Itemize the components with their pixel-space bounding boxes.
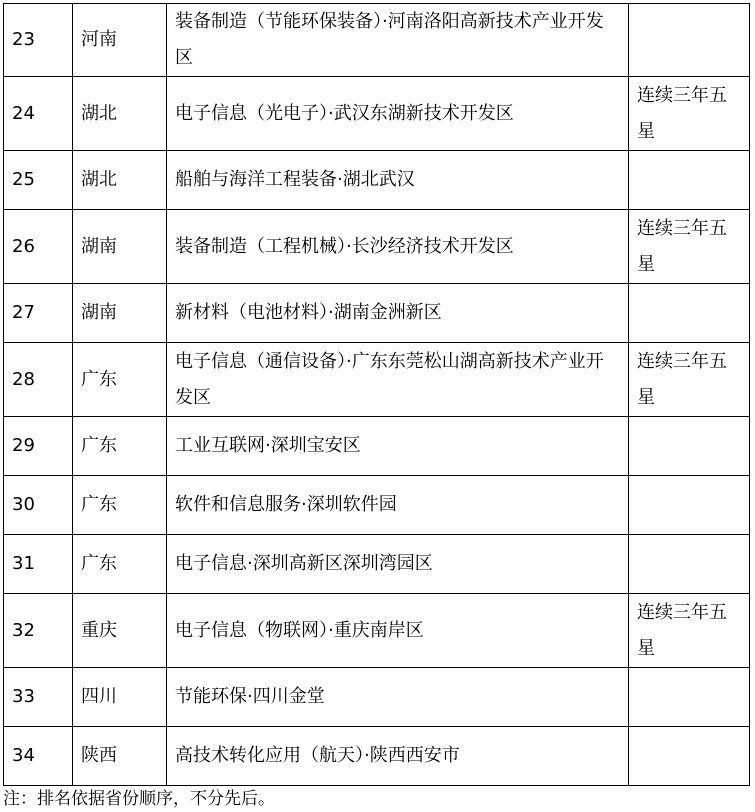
table-row	[4, 210, 750, 284]
table-row	[4, 77, 750, 151]
row-province: 广东	[73, 417, 167, 476]
table-row	[4, 151, 750, 210]
row-province: 湖北	[73, 151, 167, 210]
row-province: 四川	[73, 668, 167, 727]
row-cluster-name: 装备制造（节能环保装备）·河南洛阳高新技术产业开发区	[167, 4, 629, 77]
row-cluster-name: 电子信息（通信设备）·广东东莞松山湖高新技术产业开发区	[167, 343, 629, 417]
row-remark: 连续三年五星	[629, 594, 750, 668]
row-cluster-name: 工业互联网·深圳宝安区	[167, 417, 629, 476]
row-number: 28	[4, 343, 73, 417]
row-cluster-name: 高技术转化应用（航天）·陕西西安市	[167, 727, 629, 786]
row-cluster-name: 电子信息（物联网）·重庆南岸区	[167, 594, 629, 668]
row-remark: 连续三年五星	[629, 343, 750, 417]
row-number: 25	[4, 151, 73, 210]
row-province: 重庆	[73, 594, 167, 668]
row-cluster-name: 船舶与海洋工程装备·湖北武汉	[167, 151, 629, 210]
row-number: 24	[4, 77, 73, 151]
row-cluster-name: 软件和信息服务·深圳软件园	[167, 476, 629, 535]
row-province: 湖北	[73, 77, 167, 151]
row-cluster-name: 电子信息·深圳高新区深圳湾园区	[167, 535, 629, 594]
row-number: 27	[4, 284, 73, 343]
row-remark	[629, 151, 750, 210]
row-number: 29	[4, 417, 73, 476]
table-row	[4, 594, 750, 668]
table-row	[4, 727, 750, 786]
row-cluster-name: 电子信息（光电子）·武汉东湖新技术开发区	[167, 77, 629, 151]
row-remark	[629, 284, 750, 343]
row-remark	[629, 727, 750, 786]
row-remark	[629, 4, 750, 77]
row-remark: 连续三年五星	[629, 77, 750, 151]
cluster-table	[3, 3, 750, 786]
row-remark	[629, 668, 750, 727]
row-number: 26	[4, 210, 73, 284]
row-number: 30	[4, 476, 73, 535]
row-province: 广东	[73, 343, 167, 417]
row-province: 陕西	[73, 727, 167, 786]
table-row	[4, 343, 750, 417]
row-number: 23	[4, 4, 73, 77]
row-cluster-name: 新材料（电池材料）·湖南金洲新区	[167, 284, 629, 343]
row-number: 34	[4, 727, 73, 786]
row-number: 32	[4, 594, 73, 668]
row-remark: 连续三年五星	[629, 210, 750, 284]
table-row	[4, 417, 750, 476]
footnote: 注：排名依据省份顺序，不分先后。	[3, 789, 275, 809]
row-cluster-name: 节能环保·四川金堂	[167, 668, 629, 727]
row-province: 广东	[73, 476, 167, 535]
table-row	[4, 4, 750, 77]
row-number: 31	[4, 535, 73, 594]
row-cluster-name: 装备制造（工程机械）·长沙经济技术开发区	[167, 210, 629, 284]
table-row	[4, 535, 750, 594]
row-remark	[629, 417, 750, 476]
row-remark	[629, 476, 750, 535]
table-row	[4, 668, 750, 727]
table-row	[4, 284, 750, 343]
row-province: 湖南	[73, 210, 167, 284]
row-province: 湖南	[73, 284, 167, 343]
table-row	[4, 476, 750, 535]
row-remark	[629, 535, 750, 594]
row-province: 广东	[73, 535, 167, 594]
row-number: 33	[4, 668, 73, 727]
row-province: 河南	[73, 4, 167, 77]
